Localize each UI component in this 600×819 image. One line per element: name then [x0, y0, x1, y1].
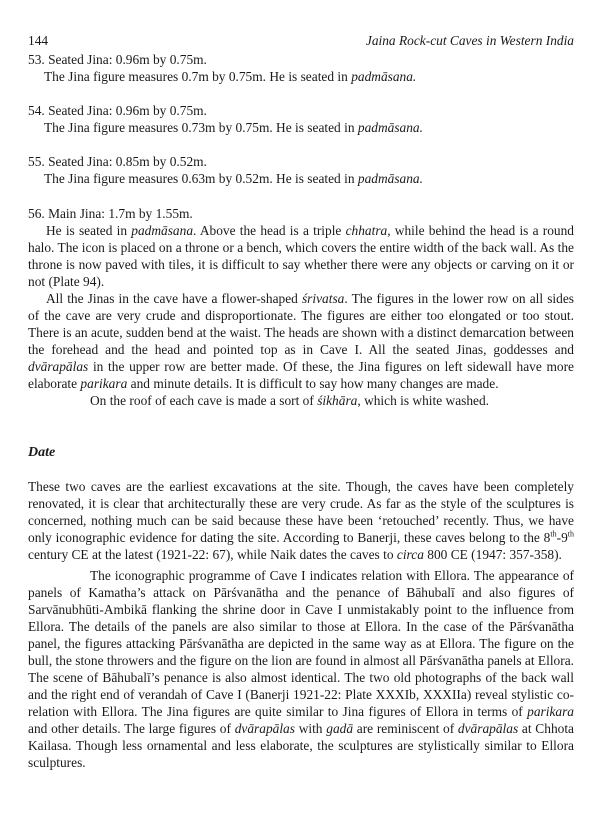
- date-heading: Date: [28, 445, 56, 460]
- entry-text: The Jina figure measures 0.7m by 0.75m. He is seated in padmāsana.: [44, 69, 417, 84]
- main-jina-paragraph-3: On the roof of each cave is made a sort of śikhāra, which is white washed.: [90, 393, 490, 408]
- page-number: 144: [28, 33, 49, 48]
- entry-56-main-jina: [28, 205, 574, 409]
- entry-text: The Jina figure measures 0.73m by 0.75m. He is seated in padmāsana.: [44, 120, 423, 135]
- running-title: Jaina Rock-cut Caves in Western India: [365, 33, 574, 48]
- entry-heading: 53. Seated Jina: 0.96m by 0.75m.: [28, 52, 207, 67]
- date-section: [28, 478, 574, 771]
- entry-54: [28, 102, 574, 136]
- entry-text: The Jina figure measures 0.63m by 0.52m. He is seated in padmāsana.: [44, 171, 423, 186]
- main-jina-paragraph-2: All the Jinas in the cave have a flower-shaped śrivatsa. The figures in the lower row on all sides of the cave are very crude and disproportionate. The figures are either too elongated or too stout. There is an acute, sudden bend at the waist. The heads are shown with a distinct demarcation between the forehead and the head and pointed top as in Cave I. All the seated Jinas, goddesses and dvārapālas in the upper row are better made. Of these, the Jina figures on left sidewall have more elaborate parikara and minute details. It is difficult to say how many changes are made.: [28, 291, 574, 391]
- date-paragraph-2: The iconographic programme of Cave I indicates relation with Ellora. The appearance of panels of Kamatha’s attack on Pārśvanātha and the penance of Bāhubalī and also figures of Sarvānubhūti-Ambikā flanking the shrine door in Cave I unmistakably point to the influence from Ellora. The details of the panels are also similar to those at Ellora. In the case of the Pārśvanātha panel, the figures attacking Pārśvanātha are depicted in the same way as at Ellora. The figure on the bull, the stone throwers and the figure on the lion are found in almost all Pārśvanātha panels at Ellora. The scene of Bāhubalī’s penance is also almost identical. The two old photographs of the back wall and the right end of verandah of Cave I (Banerji 1921-22: Plate XXXIb, XXXIIa) reveal stylistic co-relation with Ellora. The Jina figures are quite similar to Jina figures of Ellora in terms of parikara and other details. The large figures of dvārapālas with gadā are reminiscent of dvārapālas at Chhota Kailasa. Though less ornamental and less elaborate, the sculptures are stylistically similar to Ellora sculptures.: [28, 568, 574, 770]
- entry-53: [28, 51, 574, 85]
- entry-55: [28, 153, 574, 187]
- main-jina-paragraph-1: He is seated in padmāsana. Above the head is a triple chhatra, while behind the head is a round halo. The icon is placed on a throne or a bench, which covers the entire width of the back wall. As the throne is now paved with tiles, it is difficult to say whether there were any objects or carving on it or not (Plate 94).: [28, 223, 575, 289]
- page-header: [28, 32, 574, 50]
- entry-heading: 56. Main Jina: 1.7m by 1.55m.: [28, 206, 193, 221]
- entry-heading: 54. Seated Jina: 0.96m by 0.75m.: [28, 103, 207, 118]
- date-paragraph-1: These two caves are the earliest excavations at the site. Though, the caves have been completely renovated, it is clear that architecturally these are very crude. As far as the style of the sculptures is concerned, nothing much can be said because these have been ‘retouched’ recently. Thus, we have only iconographic evidence for dating the site. According to Banerji, these caves belong to the 8th-9th century CE at the latest (1921-22: 67), while Naik dates the caves to circa 800 CE (1947: 357-358).: [28, 479, 574, 562]
- entry-heading: 55. Seated Jina: 0.85m by 0.52m.: [28, 154, 207, 169]
